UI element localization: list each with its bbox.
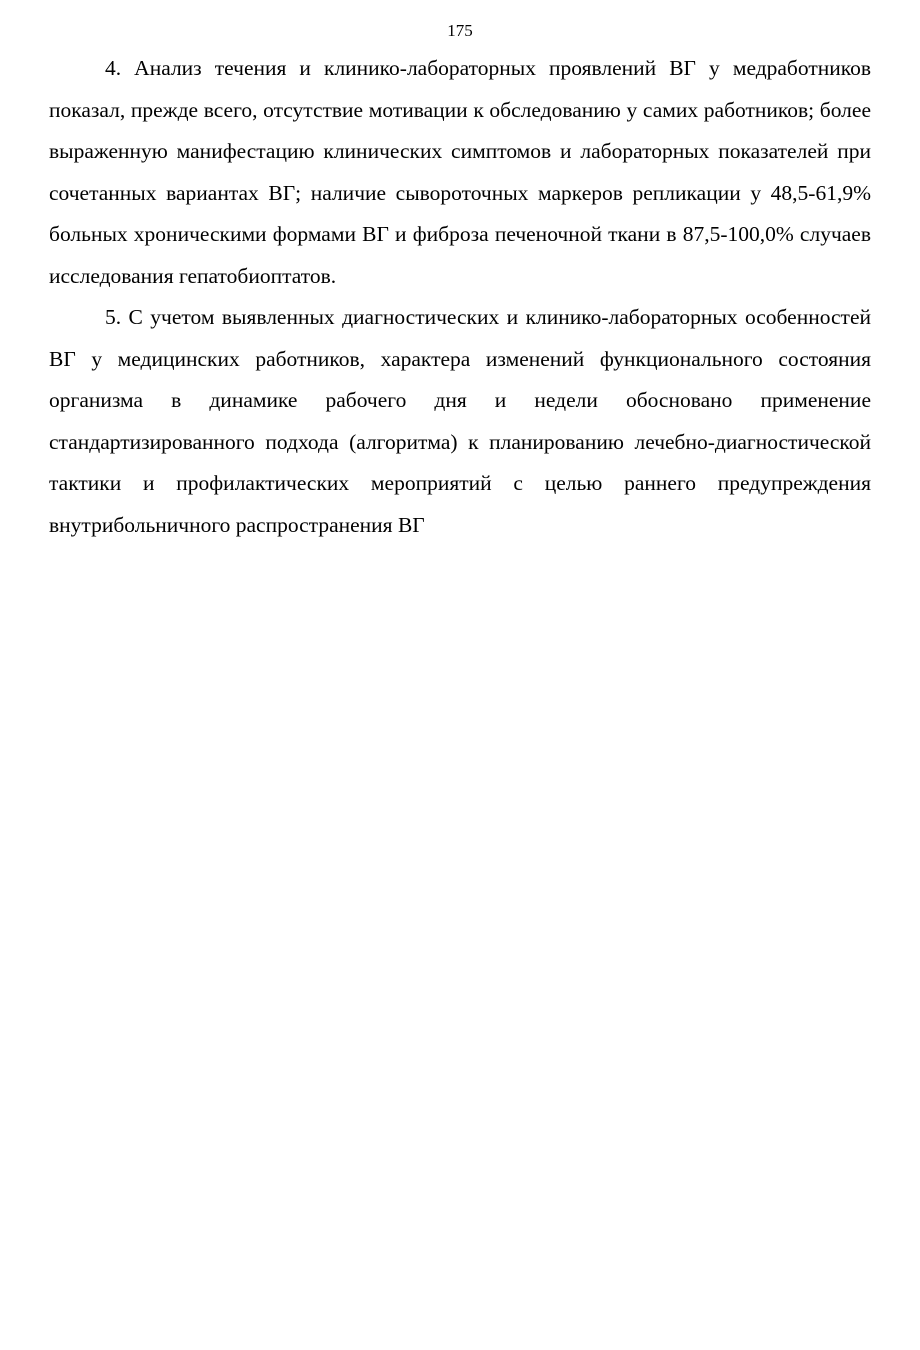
paragraph-conclusion-5: 5. С учетом выявленных диагностических и клинико-лабораторных особенностей ВГ у медицинских работников, характера изменений функционального состояния организма в динамике рабочего дня и недели обосновано применение стандартизированного подхода (алгоритма) к планированию лечебно-диагностической тактики и профилактических мероприятий с целью раннего предупреждения внутрибольничного распространения ВГ: [49, 305, 871, 537]
page-body: [49, 48, 871, 546]
paragraph-conclusion-4: 4. Анализ течения и клинико-лабораторных проявлений ВГ у медработников показал, прежде всего, отсутствие мотивации к обследованию у самих работников; более выраженную манифестацию клинических симптомов и лабораторных показателей при сочетанных вариантах ВГ; наличие сывороточных маркеров репликации у 48,5-61,9% больных хроническими формами ВГ и фиброза печеночной ткани в 87,5-100,0% случаев исследования гепатобиоптатов.: [49, 56, 871, 288]
page-number: 175: [447, 21, 473, 40]
